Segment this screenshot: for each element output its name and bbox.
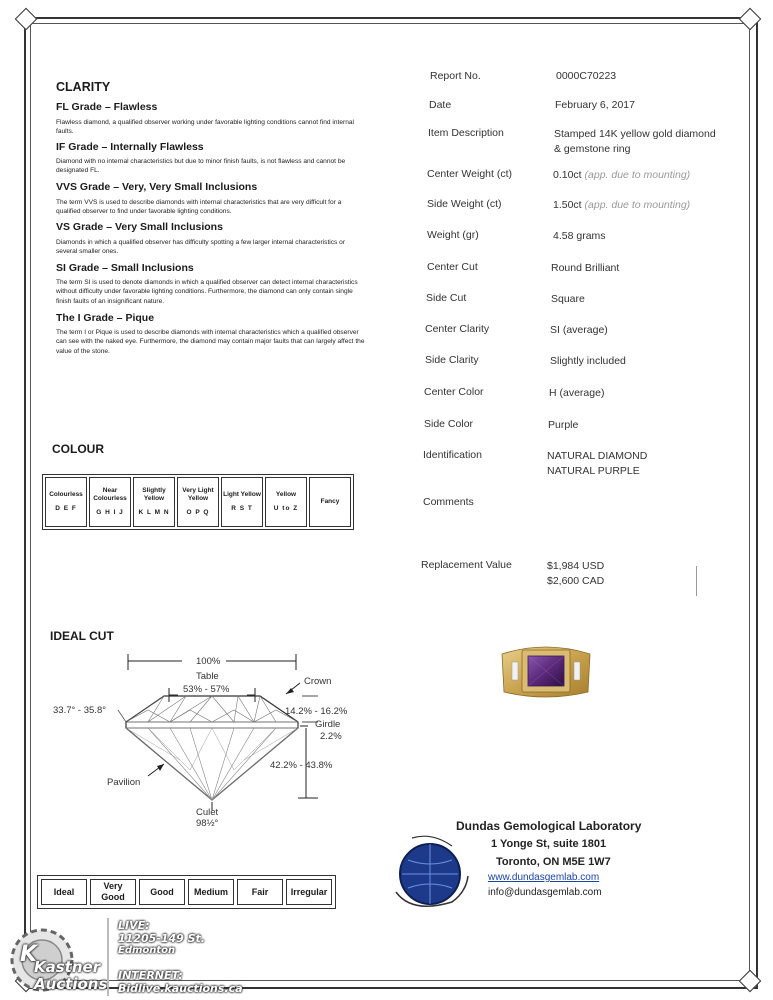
cut-grade-cell: Very Good bbox=[90, 879, 136, 905]
item-description-value bbox=[554, 127, 716, 157]
clarity-title: CLARITY bbox=[56, 80, 111, 94]
side-cut-label: Side Cut bbox=[426, 292, 467, 304]
replacement-value-label: Replacement Value bbox=[421, 559, 512, 571]
grade-i-title: The I Grade – Pique bbox=[56, 312, 155, 324]
center-cut-label: Center Cut bbox=[427, 261, 478, 273]
width-label: 100% bbox=[196, 656, 221, 667]
live-label: LIVE: bbox=[118, 919, 150, 932]
center-color-value: H (average) bbox=[549, 387, 605, 399]
colour-title: COLOUR bbox=[52, 442, 104, 456]
grade-i-desc: The term I or Pique is used to describe diamonds with internal characteristics which a qualified observer can see with the naked eye. Furthermore, the diamond may contain major faults that can largely affect the value of the stone. bbox=[56, 329, 365, 355]
auction-logo-letter: K bbox=[20, 942, 38, 967]
item-description-line: & gemstone ring bbox=[554, 143, 631, 155]
identification-label: Identification bbox=[423, 449, 482, 461]
crown-label: Crown bbox=[304, 676, 332, 687]
girdle-value: 2.2% bbox=[320, 731, 342, 742]
watermark-divider bbox=[107, 918, 109, 996]
colour-cell: Fancy bbox=[309, 477, 351, 527]
auction-logo-text: Kastner bbox=[34, 958, 101, 976]
identification-value bbox=[547, 449, 647, 479]
center-weight-note: (app. due to mounting) bbox=[584, 169, 691, 181]
side-clarity-value: Slightly included bbox=[550, 355, 626, 367]
side-weight-value bbox=[553, 198, 690, 213]
lab-address-1: 1 Yonge St, suite 1801 bbox=[491, 838, 607, 850]
lab-website-link[interactable]: www.dundasgemlab.com bbox=[488, 872, 600, 883]
crown-height: 14.2% - 16.2% bbox=[285, 706, 348, 717]
report-no-value: 0000C70223 bbox=[556, 70, 617, 82]
pavilion-label: Pavilion bbox=[107, 777, 141, 788]
colour-cell: Near Colourless G H I J bbox=[89, 477, 131, 527]
colour-scale-table bbox=[42, 474, 354, 530]
grade-si-title: SI Grade – Small Inclusions bbox=[56, 262, 194, 274]
side-weight-label: Side Weight (ct) bbox=[427, 198, 502, 210]
identification-line: NATURAL DIAMOND bbox=[547, 450, 648, 462]
center-color-label: Center Color bbox=[424, 386, 484, 398]
side-weight: 1.50ct bbox=[553, 199, 582, 211]
date-value: February 6, 2017 bbox=[555, 99, 635, 111]
grade-vvs-title: VVS Grade – Very, Very Small Inclusions bbox=[56, 181, 258, 193]
lab-logo-globe bbox=[392, 832, 472, 914]
identification-line: NATURAL PURPLE bbox=[547, 465, 640, 477]
ideal-cut-title: IDEAL CUT bbox=[50, 629, 114, 643]
lab-address-2: Toronto, ON M5E 1W7 bbox=[496, 856, 611, 868]
internet-label: INTERNET: bbox=[118, 969, 183, 982]
crown-angle: 33.7° - 35.8° bbox=[53, 705, 107, 716]
center-clarity-label: Center Clarity bbox=[425, 323, 490, 335]
cut-grade-cell: Fair bbox=[237, 879, 283, 905]
live-address: 11205-149 St. bbox=[118, 932, 205, 945]
culet-value: 98½° bbox=[196, 818, 219, 829]
center-clarity-value: SI (average) bbox=[550, 324, 608, 336]
grade-si-desc: The term SI is used to denote diamonds in which a qualified observer can detect internal characteristics without difficulty under favorable lighting conditions. Furthermore, the diamond can only contain single finish faults of an insignificant nature. bbox=[56, 279, 358, 305]
date-label: Date bbox=[429, 99, 452, 111]
colour-cell: Slightly Yellow K L M N bbox=[133, 477, 175, 527]
replacement-cad: $2,600 CAD bbox=[547, 575, 605, 587]
side-color-value: Purple bbox=[548, 419, 579, 431]
table-range: 53% - 57% bbox=[183, 684, 230, 695]
report-no-label: Report No. bbox=[430, 70, 481, 82]
side-color-label: Side Color bbox=[424, 418, 474, 430]
colour-cell: Colourless D E F bbox=[45, 477, 87, 527]
grade-vs-desc: Diamonds in which a qualified observer has difficulty spotting a few larger internal characteristics or several smaller ones. bbox=[56, 239, 346, 256]
internet-url: Bidlive.kauctions.ca bbox=[118, 982, 243, 995]
side-clarity-label: Side Clarity bbox=[425, 354, 479, 366]
table-label: Table bbox=[196, 671, 219, 682]
center-cut-value: Round Brilliant bbox=[551, 262, 620, 274]
center-weight-label: Center Weight (ct) bbox=[427, 168, 512, 180]
girdle-label: Girdle bbox=[315, 719, 341, 730]
cut-grade-cell: Medium bbox=[188, 879, 234, 905]
colour-cell: Light Yellow R S T bbox=[221, 477, 263, 527]
cut-grade-cell: Irregular bbox=[286, 879, 332, 905]
weight-label: Weight (gr) bbox=[427, 229, 479, 241]
lab-email: info@dundasgemlab.com bbox=[488, 887, 602, 898]
comments-label: Comments bbox=[423, 496, 474, 508]
grade-if-desc: Diamond with no internal characteristics but due to minor finish faults, is not flawless and cannot be designated FL. bbox=[56, 158, 346, 175]
item-description-line: Stamped 14K yellow gold diamond bbox=[554, 128, 716, 140]
colour-cell: Very Light Yellow O P Q bbox=[177, 477, 219, 527]
live-city: Edmonton bbox=[118, 945, 176, 956]
side-cut-value: Square bbox=[551, 293, 585, 305]
center-weight: 0.10ct bbox=[553, 169, 582, 181]
pavilion-depth: 42.2% - 43.8% bbox=[270, 760, 333, 771]
lab-name: Dundas Gemological Laboratory bbox=[456, 819, 642, 833]
ring-photo bbox=[498, 640, 594, 702]
center-weight-value bbox=[553, 168, 690, 183]
replacement-usd: $1,984 USD bbox=[547, 560, 605, 572]
divider bbox=[696, 566, 697, 596]
culet-label: Culet bbox=[196, 807, 219, 818]
replacement-value bbox=[547, 559, 604, 589]
grade-vvs-desc: The term VVS is used to describe diamonds with internal characteristics that are very difficult for a qualified observer to find under favorable lighting conditions. bbox=[56, 199, 342, 216]
cut-grade-cell: Good bbox=[139, 879, 185, 905]
weight-value: 4.58 grams bbox=[553, 230, 606, 242]
auction-logo-text: Auctions bbox=[34, 975, 108, 993]
item-description-label: Item Description bbox=[428, 127, 504, 139]
grade-fl-desc: Flawless diamond, a qualified observer working under favorable lighting conditions cannot find internal faults. bbox=[56, 119, 354, 136]
cut-grade-scale bbox=[37, 875, 336, 909]
side-weight-note: (app. due to mounting) bbox=[584, 199, 691, 211]
grade-vs-title: VS Grade – Very Small Inclusions bbox=[56, 221, 223, 233]
grade-fl-title: FL Grade – Flawless bbox=[56, 101, 158, 113]
colour-cell: Yellow U to Z bbox=[265, 477, 307, 527]
grade-if-title: IF Grade – Internally Flawless bbox=[56, 141, 204, 153]
cut-grade-cell: Ideal bbox=[41, 879, 87, 905]
